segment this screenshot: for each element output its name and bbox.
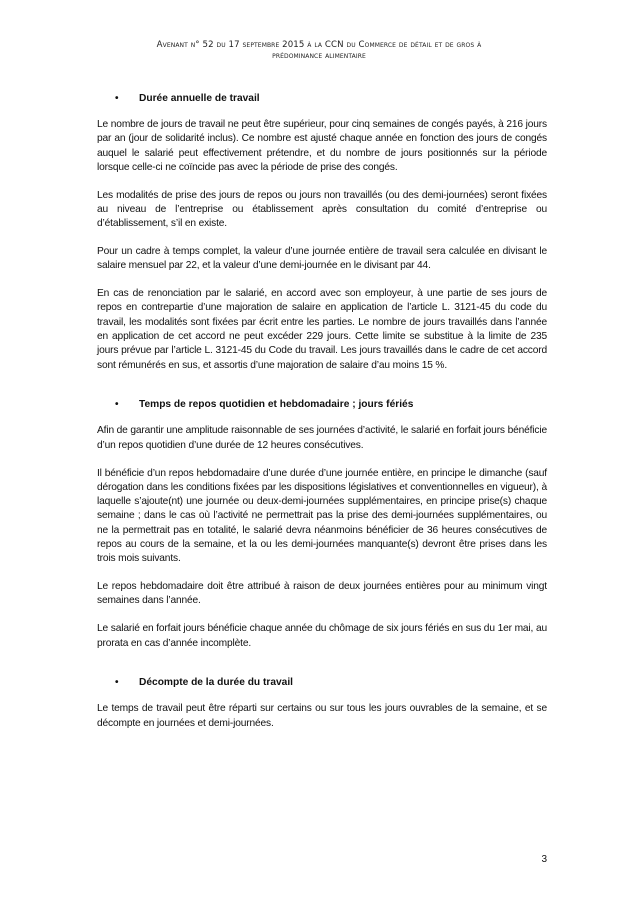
paragraph: Afin de garantir une amplitude raisonnable de ses journées d’activité, le salarié en forfait jours bénéficie d’un repos quotidien d’une durée de 12 heures consécutives.	[97, 425, 547, 451]
bullet-icon: •	[115, 93, 119, 104]
running-header	[96, 40, 542, 62]
section-rest-time	[97, 398, 547, 650]
paragraph: Le salarié en forfait jours bénéficie chaque année du chômage de six jours fériés en sus du 1er mai, au prorata en cas d’année incomplète.	[97, 623, 547, 649]
section-spacer	[97, 664, 547, 676]
paragraph: Pour un cadre à temps complet, la valeur d’une journée entière de travail sera calculée en divisant le salaire mensuel par 22, et la valeur d’une demi-journée en le divisant par 44.	[97, 246, 547, 272]
paragraph: Le temps de travail peut être réparti sur certains ou sur tous les jours ouvrables de la semaine, et se décompte en journées et demi-journées.	[97, 703, 547, 729]
header-line-1: Avenant n° 52 du 17 septembre 2015 à la CCN du Commerce de détail et de gros à	[156, 40, 482, 50]
section-heading-text: Durée annuelle de travail	[139, 93, 260, 104]
page-number: 3	[541, 854, 547, 865]
section-annual-duration	[97, 92, 547, 373]
section-heading	[97, 676, 547, 689]
section-work-time-count	[97, 676, 547, 731]
bullet-icon: •	[115, 677, 119, 689]
paragraph: Le repos hebdomadaire doit être attribué à raison de deux journées entières pour au minimum vingt semaines dans l’année.	[97, 581, 547, 607]
section-spacer	[97, 386, 547, 398]
header-line-2: prédominance alimentaire	[272, 51, 366, 61]
section-heading-text: Temps de repos quotidien et hebdomadaire ; jours fériés	[139, 399, 414, 411]
paragraph: Les modalités de prise des jours de repos ou jours non travaillés (ou des demi-journées) seront fixées au niveau de l’entreprise ou établissement après consultation du comité d’entreprise ou d’établissement, s’il en existe.	[97, 189, 547, 230]
paragraph: En cas de renonciation par le salarié, en accord avec son employeur, à une partie de ses jours de repos en contrepartie d’une majoration de salaire en application de l’article L. 3121-45 du code du travail, les modalités sont fixées par écrit entre les parties. Le nombre de jours travaillés dans l’année en application de cet accord ne peut excéder 229 jours. Cette limite se substitue à la limite de 235 jours prévue par l’article L. 3121-45 du Code du travail. Les jours travaillés dans le cadre de cet accord sont rémunérés en sus, et assortis d’une majoration de salaire d’au moins 15 %.	[97, 288, 547, 371]
section-heading	[97, 92, 547, 105]
section-heading	[97, 398, 547, 411]
body-content	[97, 92, 547, 744]
paragraph: Le nombre de jours de travail ne peut être supérieur, pour cinq semaines de congés payés, à 216 jours par an (jour de solidarité inclus). Ce nombre est ajusté chaque année en fonction des jours de congés auquel le salarié peut effectivement prétendre, et du nombre de jours positionnés sur la période lorsque celle-ci ne coïncide pas avec la période de prise des congés.	[97, 119, 547, 173]
section-heading-text: Décompte de la durée du travail	[139, 677, 293, 689]
bullet-icon: •	[115, 399, 119, 411]
paragraph: Il bénéficie d’un repos hebdomadaire d’une durée d’une journée entière, en principe le dimanche (sauf dérogation dans les conditions fixées par les dispositions législatives et conventionnelles en vigueur), à laquelle s’ajoute(nt) une journée ou deux-demi-journées supplémentaires, en principe prise(s) chaque semaine ; dans le cas où l’activité ne permettrait pas la prise des demi-journées supplémentaires, ou ne la permettrait pas en totalité, le salarié devra néanmoins bénéficier de 36 heures consécutives de repos au cours de la semaine, et la ou les demi-journées manquante(s) devront être prises dans les trois mois suivants.	[97, 467, 547, 565]
